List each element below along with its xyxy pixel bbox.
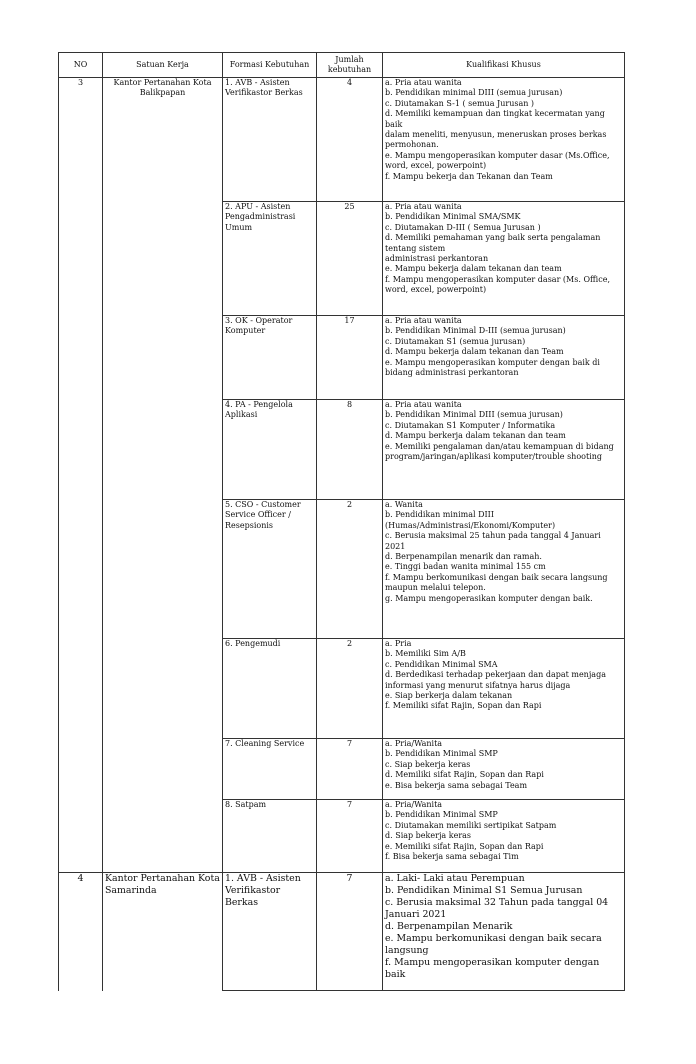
kualifikasi-line: dalam meneliti, menyusun, meneruskan proses berkas permohonan. bbox=[385, 130, 607, 150]
header-jumlah-kebutuhan: Jumlah kebutuhan bbox=[317, 53, 383, 78]
kualifikasi-line: c. Diutamakan D-III ( Semua Jurusan ) bbox=[385, 222, 541, 232]
kualifikasi-line: e. Mampu mengoperasikan komputer dasar (Ms.Office, word, excel, powerpoint) bbox=[385, 150, 610, 171]
kualifikasi-cell bbox=[383, 500, 625, 639]
formasi-cell: 6. Pengemudi bbox=[223, 639, 317, 739]
kualifikasi-line: e. Memiliki sifat Rajin, Sopan dan Rapi bbox=[385, 841, 544, 851]
kualifikasi-line: b. Pendidikan Minimal SMP bbox=[385, 749, 498, 759]
formation-table bbox=[58, 52, 625, 991]
kualifikasi-line: a. Pria atau wanita bbox=[385, 400, 462, 409]
kualifikasi-line: a. Pria atau wanita bbox=[385, 316, 462, 325]
kualifikasi-line: b. Pendidikan Minimal DIII (semua jurusan) bbox=[385, 410, 563, 420]
kualifikasi-line: e. Mampu bekerja dalam tekanan dan team bbox=[385, 264, 562, 274]
kualifikasi-line: d. Mampu berkerja dalam tekanan dan team bbox=[385, 431, 566, 441]
kualifikasi-line: f. Mampu bekerja dan Tekanan dan Team bbox=[385, 171, 553, 181]
kualifikasi-line: d. Berdedikasi terhadap pekerjaan dan dapat menjaga informasi yang menurut sifatnya harus dijaga bbox=[385, 670, 606, 690]
kualifikasi-line: d. Memiliki sifat Rajin, Sopan dan Rapi bbox=[385, 770, 544, 780]
kualifikasi-line: e. Bisa bekerja sama sebagai Team bbox=[385, 780, 528, 790]
kualifikasi-line: a. Pria atau wanita bbox=[385, 202, 462, 211]
header-no: NO bbox=[59, 53, 103, 78]
kualifikasi-line: (Humas/Administrasi/Ekonomi/Komputer) bbox=[385, 520, 556, 530]
kualifikasi-line: f. Mampu mengoperasikan komputer dasar (Ms. Office, word, excel, powerpoint) bbox=[385, 274, 610, 295]
jumlah-cell: 8 bbox=[317, 400, 383, 500]
row-number: 3 bbox=[59, 78, 103, 873]
kualifikasi-cell bbox=[383, 639, 625, 739]
kualifikasi-line: c. Berusia maksimal 25 tahun pada tanggal 4 Januari 2021 bbox=[385, 531, 601, 551]
jumlah-cell: 7 bbox=[317, 800, 383, 873]
kualifikasi-line: g. Mampu mengoperasikan komputer dengan baik. bbox=[385, 593, 593, 603]
kualifikasi-line: e. Mampu berkomunikasi dengan baik secara langsung bbox=[385, 933, 602, 956]
kualifikasi-line: d. Mampu bekerja dalam tekanan dan Team bbox=[385, 347, 564, 357]
formasi-cell: 4. PA - Pengelola Aplikasi bbox=[223, 400, 317, 500]
jumlah-cell: 25 bbox=[317, 202, 383, 316]
kualifikasi-line: d. Berpenampilan menarik dan ramah. bbox=[385, 552, 542, 562]
kualifikasi-line: b. Pendidikan Minimal SMP bbox=[385, 810, 498, 820]
kualifikasi-line: administrasi perkantoran bbox=[385, 254, 489, 264]
kualifikasi-line: e. Mampu mengoperasikan komputer dengan baik di bidang administrasi perkantoran bbox=[385, 357, 600, 378]
kualifikasi-cell bbox=[383, 202, 625, 316]
header-formasi-kebutuhan: Formasi Kebutuhan bbox=[223, 53, 317, 78]
satuan-kerja-cell: Kantor Pertanahan Kota Samarinda bbox=[103, 873, 223, 991]
jumlah-cell: 4 bbox=[317, 78, 383, 202]
formasi-cell: 2. APU - Asisten Pengadministrasi Umum bbox=[223, 202, 317, 316]
formasi-cell: 1. AVB - Asisten Verifikastor Berkas bbox=[223, 78, 317, 202]
header-kualifikasi-khusus: Kualifikasi Khusus bbox=[383, 53, 625, 78]
kualifikasi-line: f. Memiliki sifat Rajin, Sopan dan Rapi bbox=[385, 701, 542, 711]
kualifikasi-line: c. Berusia maksimal 32 Tahun pada tanggal 04 Januari 2021 bbox=[385, 897, 609, 920]
jumlah-cell: 7 bbox=[317, 873, 383, 991]
kualifikasi-line: a. Pria bbox=[385, 639, 412, 648]
kualifikasi-cell bbox=[383, 78, 625, 202]
jumlah-cell: 2 bbox=[317, 639, 383, 739]
kualifikasi-line: c. Pendidikan Minimal SMA bbox=[385, 659, 498, 669]
kualifikasi-cell bbox=[383, 316, 625, 400]
kualifikasi-line: a. Laki- Laki atau Perempuan bbox=[385, 873, 525, 884]
kualifikasi-cell bbox=[383, 739, 625, 800]
formasi-cell: 3. OK - Operator Komputer bbox=[223, 316, 317, 400]
kualifikasi-line: e. Siap berkerja dalam tekanan bbox=[385, 691, 513, 701]
kualifikasi-line: b. Pendidikan Minimal S1 Semua Jurusan bbox=[385, 885, 583, 896]
jumlah-cell: 2 bbox=[317, 500, 383, 639]
kualifikasi-line: c. Diutamakan S1 (semua jurusan) bbox=[385, 336, 526, 346]
kualifikasi-cell bbox=[383, 800, 625, 873]
formasi-cell: 8. Satpam bbox=[223, 800, 317, 873]
kualifikasi-line: a. Pria/Wanita bbox=[385, 800, 443, 809]
kualifikasi-cell bbox=[383, 400, 625, 500]
kualifikasi-line: b. Pendidikan minimal DIII (semua jurusan) bbox=[385, 88, 563, 98]
kualifikasi-line: f. Mampu berkomunikasi dengan baik secara langsung maupun melalui telepon. bbox=[385, 572, 608, 593]
kualifikasi-line: b. Pendidikan Minimal D-III (semua jurusan) bbox=[385, 326, 566, 336]
kualifikasi-line: f. Bisa bekerja sama sebagai Tim bbox=[385, 852, 519, 862]
kualifikasi-line: c. Siap bekerja keras bbox=[385, 759, 471, 769]
kualifikasi-line: b. Pendidikan minimal DIII bbox=[385, 510, 494, 520]
table-row bbox=[59, 78, 625, 202]
kualifikasi-line: c. Diutamakan S-1 ( semua Jurusan ) bbox=[385, 98, 535, 108]
kualifikasi-line: d. Memiliki pemahaman yang baik serta pengalaman tentang sistem bbox=[385, 233, 601, 253]
kualifikasi-line: b. Pendidikan Minimal SMA/SMK bbox=[385, 212, 521, 222]
row-number: 4 bbox=[59, 873, 103, 991]
document-page bbox=[58, 52, 624, 991]
kualifikasi-line: e. Tinggi badan wanita minimal 155 cm bbox=[385, 562, 546, 572]
kualifikasi-line: a. Pria atau wanita bbox=[385, 78, 462, 87]
jumlah-cell: 7 bbox=[317, 739, 383, 800]
kualifikasi-line: a. Pria/Wanita bbox=[385, 739, 443, 748]
kualifikasi-line: c. Diutamakan memiliki sertipikat Satpam bbox=[385, 820, 557, 830]
formasi-cell: 1. AVB - Asisten Verifikastor Berkas bbox=[223, 873, 317, 991]
kualifikasi-line: program/jaringan/aplikasi komputer/trouble shooting bbox=[385, 452, 603, 462]
table-row bbox=[59, 873, 625, 991]
kualifikasi-line: f. Mampu mengoperasikan komputer dengan baik bbox=[385, 957, 600, 980]
kualifikasi-cell bbox=[383, 873, 625, 991]
table-header-row bbox=[59, 53, 625, 78]
header-satuan-kerja: Satuan Kerja bbox=[103, 53, 223, 78]
kualifikasi-line: d. Siap bekerja keras bbox=[385, 831, 472, 841]
kualifikasi-line: a. Wanita bbox=[385, 500, 423, 509]
formasi-cell: 5. CSO - Customer Service Officer / Resepsionis bbox=[223, 500, 317, 639]
satuan-kerja-cell: Kantor Pertanahan Kota Balikpapan bbox=[103, 78, 223, 873]
kualifikasi-line: e. Memiliki pengalaman dan/atau kemampuan di bidang bbox=[385, 441, 614, 451]
kualifikasi-line: d. Memiliki kemampuan dan tingkat kecermatan yang baik bbox=[385, 109, 605, 129]
kualifikasi-line: d. Berpenampilan Menarik bbox=[385, 921, 513, 932]
kualifikasi-line: b. Memiliki Sim A/B bbox=[385, 649, 466, 659]
jumlah-cell: 17 bbox=[317, 316, 383, 400]
kualifikasi-line: c. Diutamakan S1 Komputer / Informatika bbox=[385, 420, 556, 430]
formasi-cell: 7. Cleaning Service bbox=[223, 739, 317, 800]
